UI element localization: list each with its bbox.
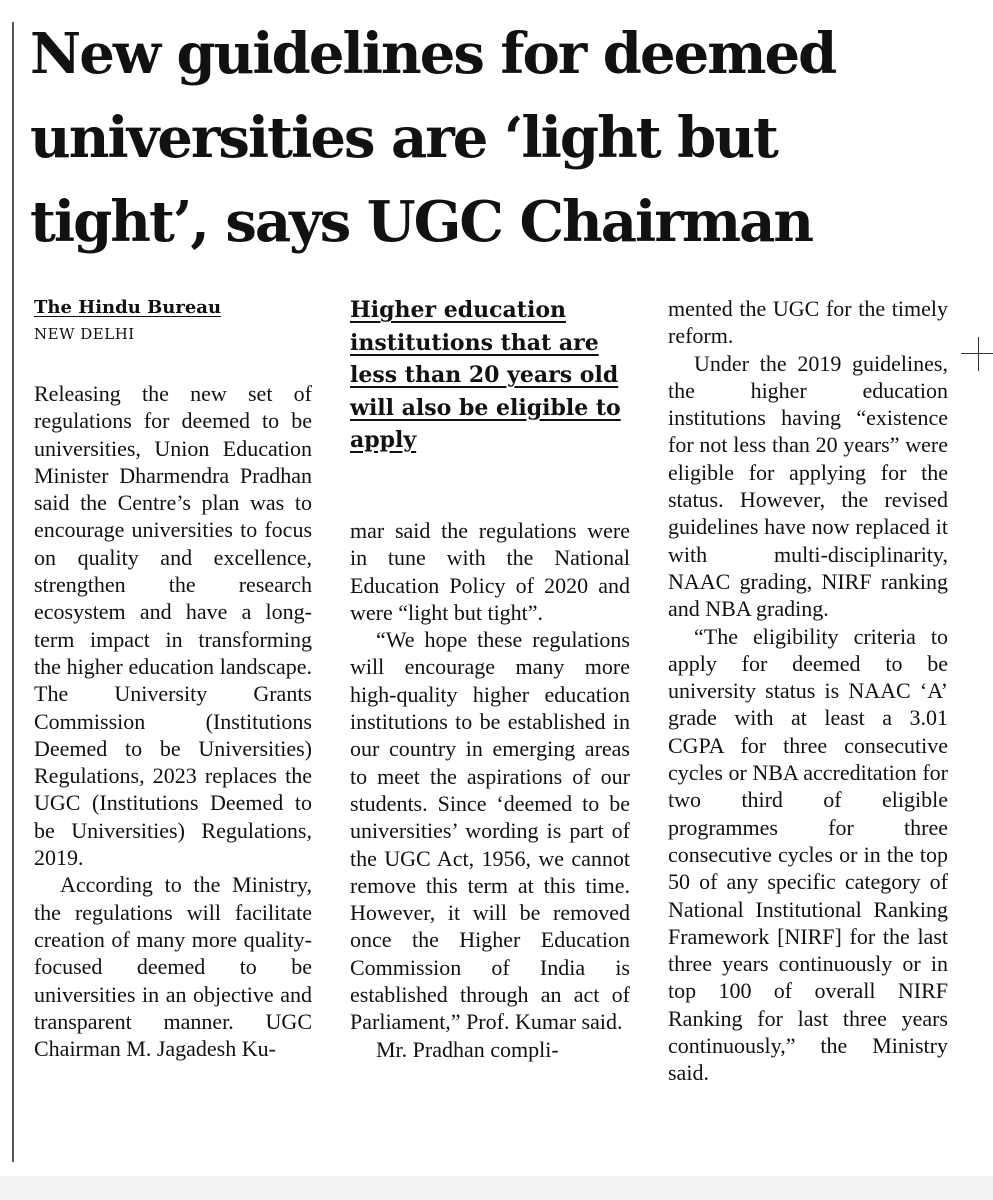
byline bbox=[34, 295, 312, 347]
paragraph: Releasing the new set of regulations for deemed to be universities, Union Education Minister Dharmendra Pradhan said the Centre’s plan was to encourage universities to focus on quality and excellence, strengthen the research ecosystem and have a long-term impact in transforming the higher education landscape. The University Grants Commission (Institutions Deemed to be Universities) Regulations, 2023 replaces the UGC (Institutions Deemed to be Universities) Regulations, 2019. bbox=[34, 381, 312, 871]
paragraph: mar said the regulations were in tune with the National Education Policy of 2020 and were “light but tight”. bbox=[350, 518, 630, 625]
byline-location: NEW DELHI bbox=[34, 325, 135, 343]
byline-author: The Hindu Bureau bbox=[34, 297, 222, 318]
article-column-1 bbox=[34, 380, 312, 1062]
page-edge bbox=[0, 1176, 993, 1200]
crop-mark-icon bbox=[961, 337, 993, 371]
paragraph: According to the Ministry, the regulations will facilitate creation of many more quality-focused deemed to be universities in an objective and transparent manner. UGC Chairman M. Jagadesh Ku- bbox=[34, 872, 312, 1062]
article-column-3 bbox=[668, 295, 948, 1087]
paragraph: mented the UGC for the timely reform. bbox=[668, 296, 948, 349]
paragraph: “The eligibility criteria to apply for deemed to be university status is NAAC ‘A’ grade with at least a 3.01 CGPA for three consecutive cycles or NBA accreditation for two third of eligible programmes for three consecutive cycles or in the top 50 of any specific category of National Institutional Ranking Framework [NIRF] for the last three years continuously or in top 100 of overall NIRF Ranking for last three years continuously,” the Ministry said. bbox=[668, 623, 948, 1086]
paragraph: Under the 2019 guidelines, the higher education institutions having “existence for not less than 20 years” were eligible for applying for the status. However, the revised guidelines have now replaced it with multi-disciplinarity, NAAC grading, NIRF ranking and NBA grading. bbox=[668, 350, 948, 622]
column-rule bbox=[12, 22, 14, 1162]
article-column-2 bbox=[350, 517, 630, 1063]
paragraph: Mr. Pradhan compli- bbox=[376, 1036, 559, 1062]
pull-quote bbox=[350, 294, 630, 457]
article-headline: New guidelines for deemed universities are ‘light but tight’, says UGC Chairman bbox=[30, 21, 836, 255]
pull-quote-text: Higher education institutions that are less than 20 years old will also be eligible to apply bbox=[350, 297, 621, 453]
paragraph: “We hope these regulations will encourage many more high-quality higher education institutions to be established in our country in emerging areas to meet the aspirations of our students. Since ‘deemed to be universities’ wording is part of the UGC Act, 1956, we cannot remove this term at this time. However, it will be removed once the Higher Education Commission of India is established through an act of Parliament,” Prof. Kumar said. bbox=[350, 627, 630, 1035]
